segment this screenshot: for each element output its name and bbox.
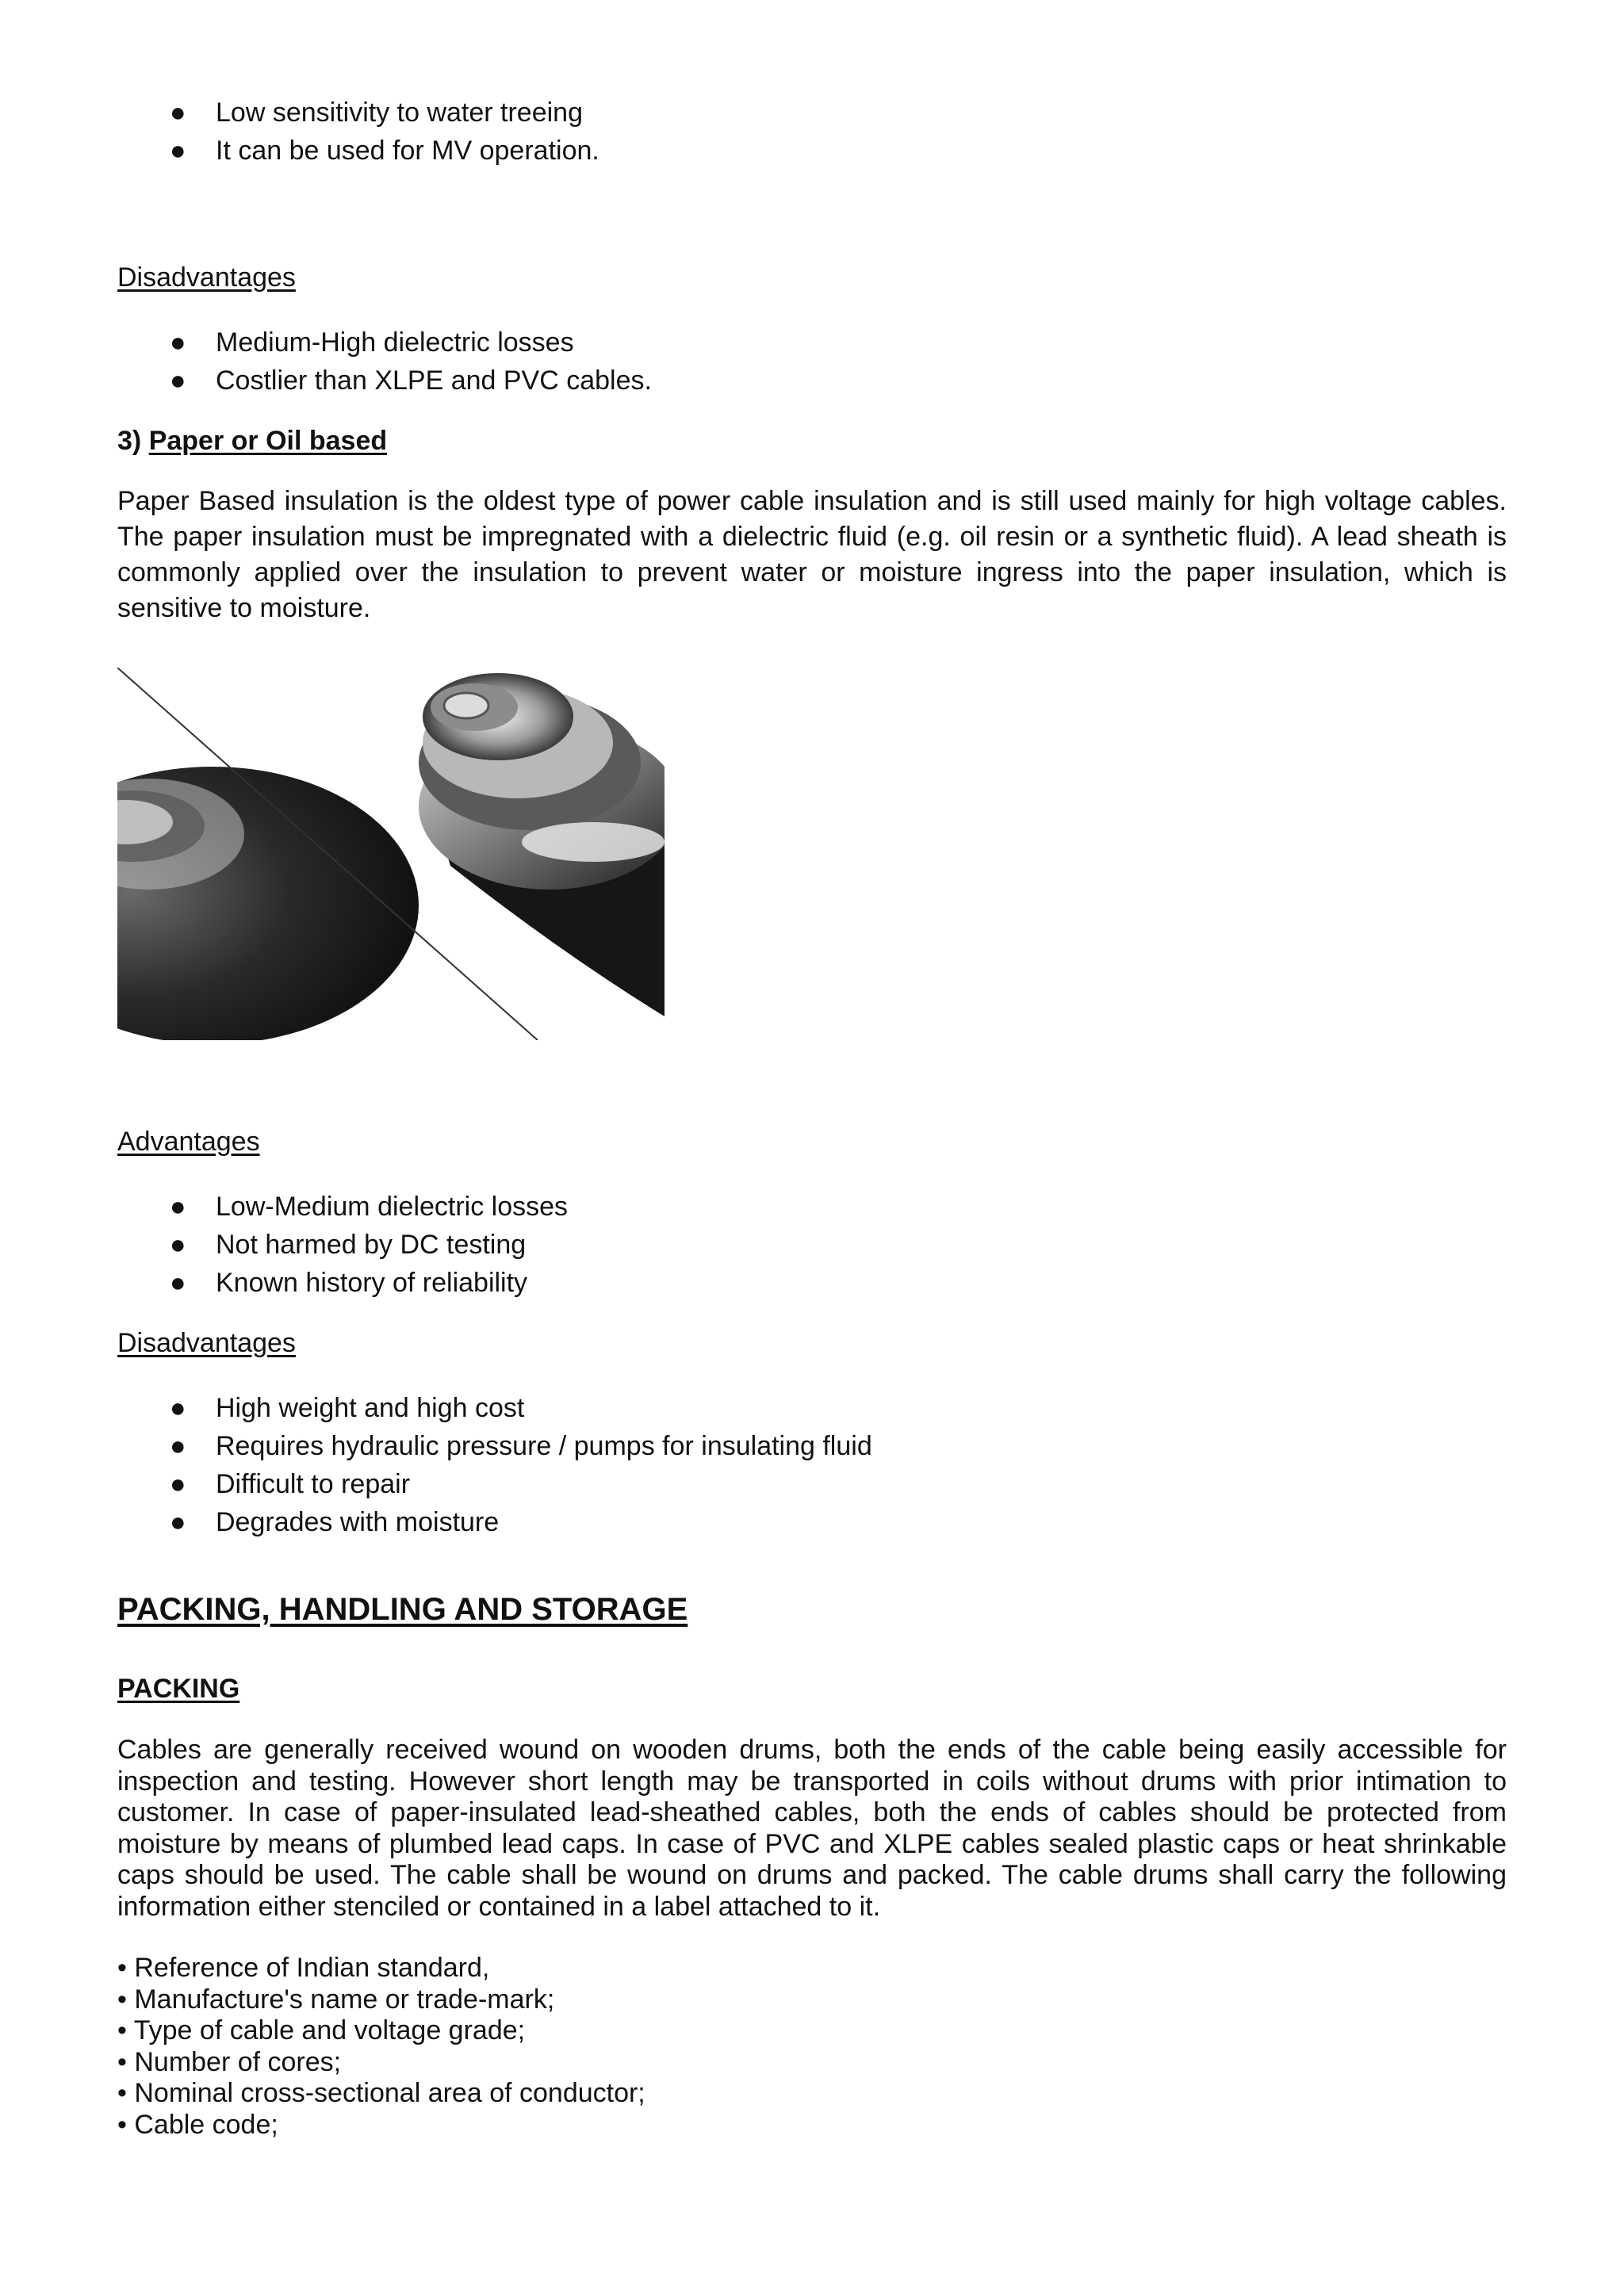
cable-cross-section-image xyxy=(117,668,665,1040)
bullet-icon: ● xyxy=(170,1431,186,1461)
section-3-heading: 3) Paper or Oil based xyxy=(117,426,388,456)
bullet-icon: ● xyxy=(170,1268,186,1298)
list-item: ● Not harmed by DC testing xyxy=(117,1226,1507,1264)
bullet-icon: ● xyxy=(170,365,186,396)
section-3-paragraph: Paper Based insulation is the oldest type of power cable insulation and is still used mainly for high voltage cables. The paper insulation must be impregnated with a dielectric fluid (e.g. oil resin or a synthetic fluid). A lead sheath is commonly applied over the insulation to prevent water or moisture ingress into the paper insulation, which is sensitive to moisture. xyxy=(117,486,1507,623)
packing-handling-storage-heading: PACKING, HANDLING AND STORAGE xyxy=(117,1592,688,1627)
list-item: • Nominal cross-sectional area of conductor; xyxy=(117,2078,645,2108)
disadvantages-heading-2: Disadvantages xyxy=(117,1328,296,1358)
drum-info-list xyxy=(117,1953,1507,2141)
document-page xyxy=(117,94,1507,2141)
list-item: • Number of cores; xyxy=(117,2046,342,2077)
bullet-icon: ● xyxy=(170,1230,186,1260)
cable-illustration xyxy=(117,668,665,1040)
packing-paragraph: Cables are generally received wound on wooden drums, both the ends of the cable being easily accessible for inspection and testing. However short length may be transported in coils without drums with prior intimation to customer. In case of paper-insulated lead-sheathed cables, both the ends of cables should be protected from moisture by means of plumbed lead caps. In case of PVC and XLPE cables sealed plastic caps or heat shrinkable caps should be used. The cable shall be wound on drums and packed. The cable drums shall carry the following information either stenciled or contained in a label attached to it. xyxy=(117,1735,1507,1922)
disadvantages-heading: Disadvantages xyxy=(117,262,296,293)
top-bullet-list xyxy=(117,94,1507,170)
list-item: ● Degrades with moisture xyxy=(117,1503,1507,1541)
list-item: ● Known history of reliability xyxy=(117,1264,1507,1302)
bullet-icon: ● xyxy=(170,1507,186,1537)
bullet-icon: ● xyxy=(170,1469,186,1499)
list-item: ● Difficult to repair xyxy=(117,1465,1507,1503)
list-item: • Cable code; xyxy=(117,2109,278,2140)
list-item: ● High weight and high cost xyxy=(117,1389,1507,1427)
bullet-icon: ● xyxy=(170,1192,186,1222)
list-item: • Reference of Indian standard, xyxy=(117,1953,490,1983)
disadvantages-list xyxy=(117,323,1507,400)
list-item: ● It can be used for MV operation. xyxy=(117,132,1507,170)
bullet-icon: ● xyxy=(170,98,186,128)
disadvantages-list-2 xyxy=(117,1389,1507,1541)
list-item: ● Requires hydraulic pressure / pumps for insulating fluid xyxy=(117,1427,1507,1465)
bullet-icon: ● xyxy=(170,327,186,358)
advantages-list xyxy=(117,1188,1507,1302)
list-item: • Manufacture's name or trade-mark; xyxy=(117,1984,555,2015)
list-item: • Type of cable and voltage grade; xyxy=(117,2015,526,2045)
advantages-heading: Advantages xyxy=(117,1127,260,1157)
packing-subheading: PACKING xyxy=(117,1674,240,1704)
list-item: ● Costlier than XLPE and PVC cables. xyxy=(117,362,1507,400)
list-item: ● Low sensitivity to water treeing xyxy=(117,94,1507,132)
list-item: ● Low-Medium dielectric losses xyxy=(117,1188,1507,1226)
list-item: ● Medium-High dielectric losses xyxy=(117,323,1507,362)
bullet-icon: ● xyxy=(170,136,186,166)
bullet-icon: ● xyxy=(170,1393,186,1423)
